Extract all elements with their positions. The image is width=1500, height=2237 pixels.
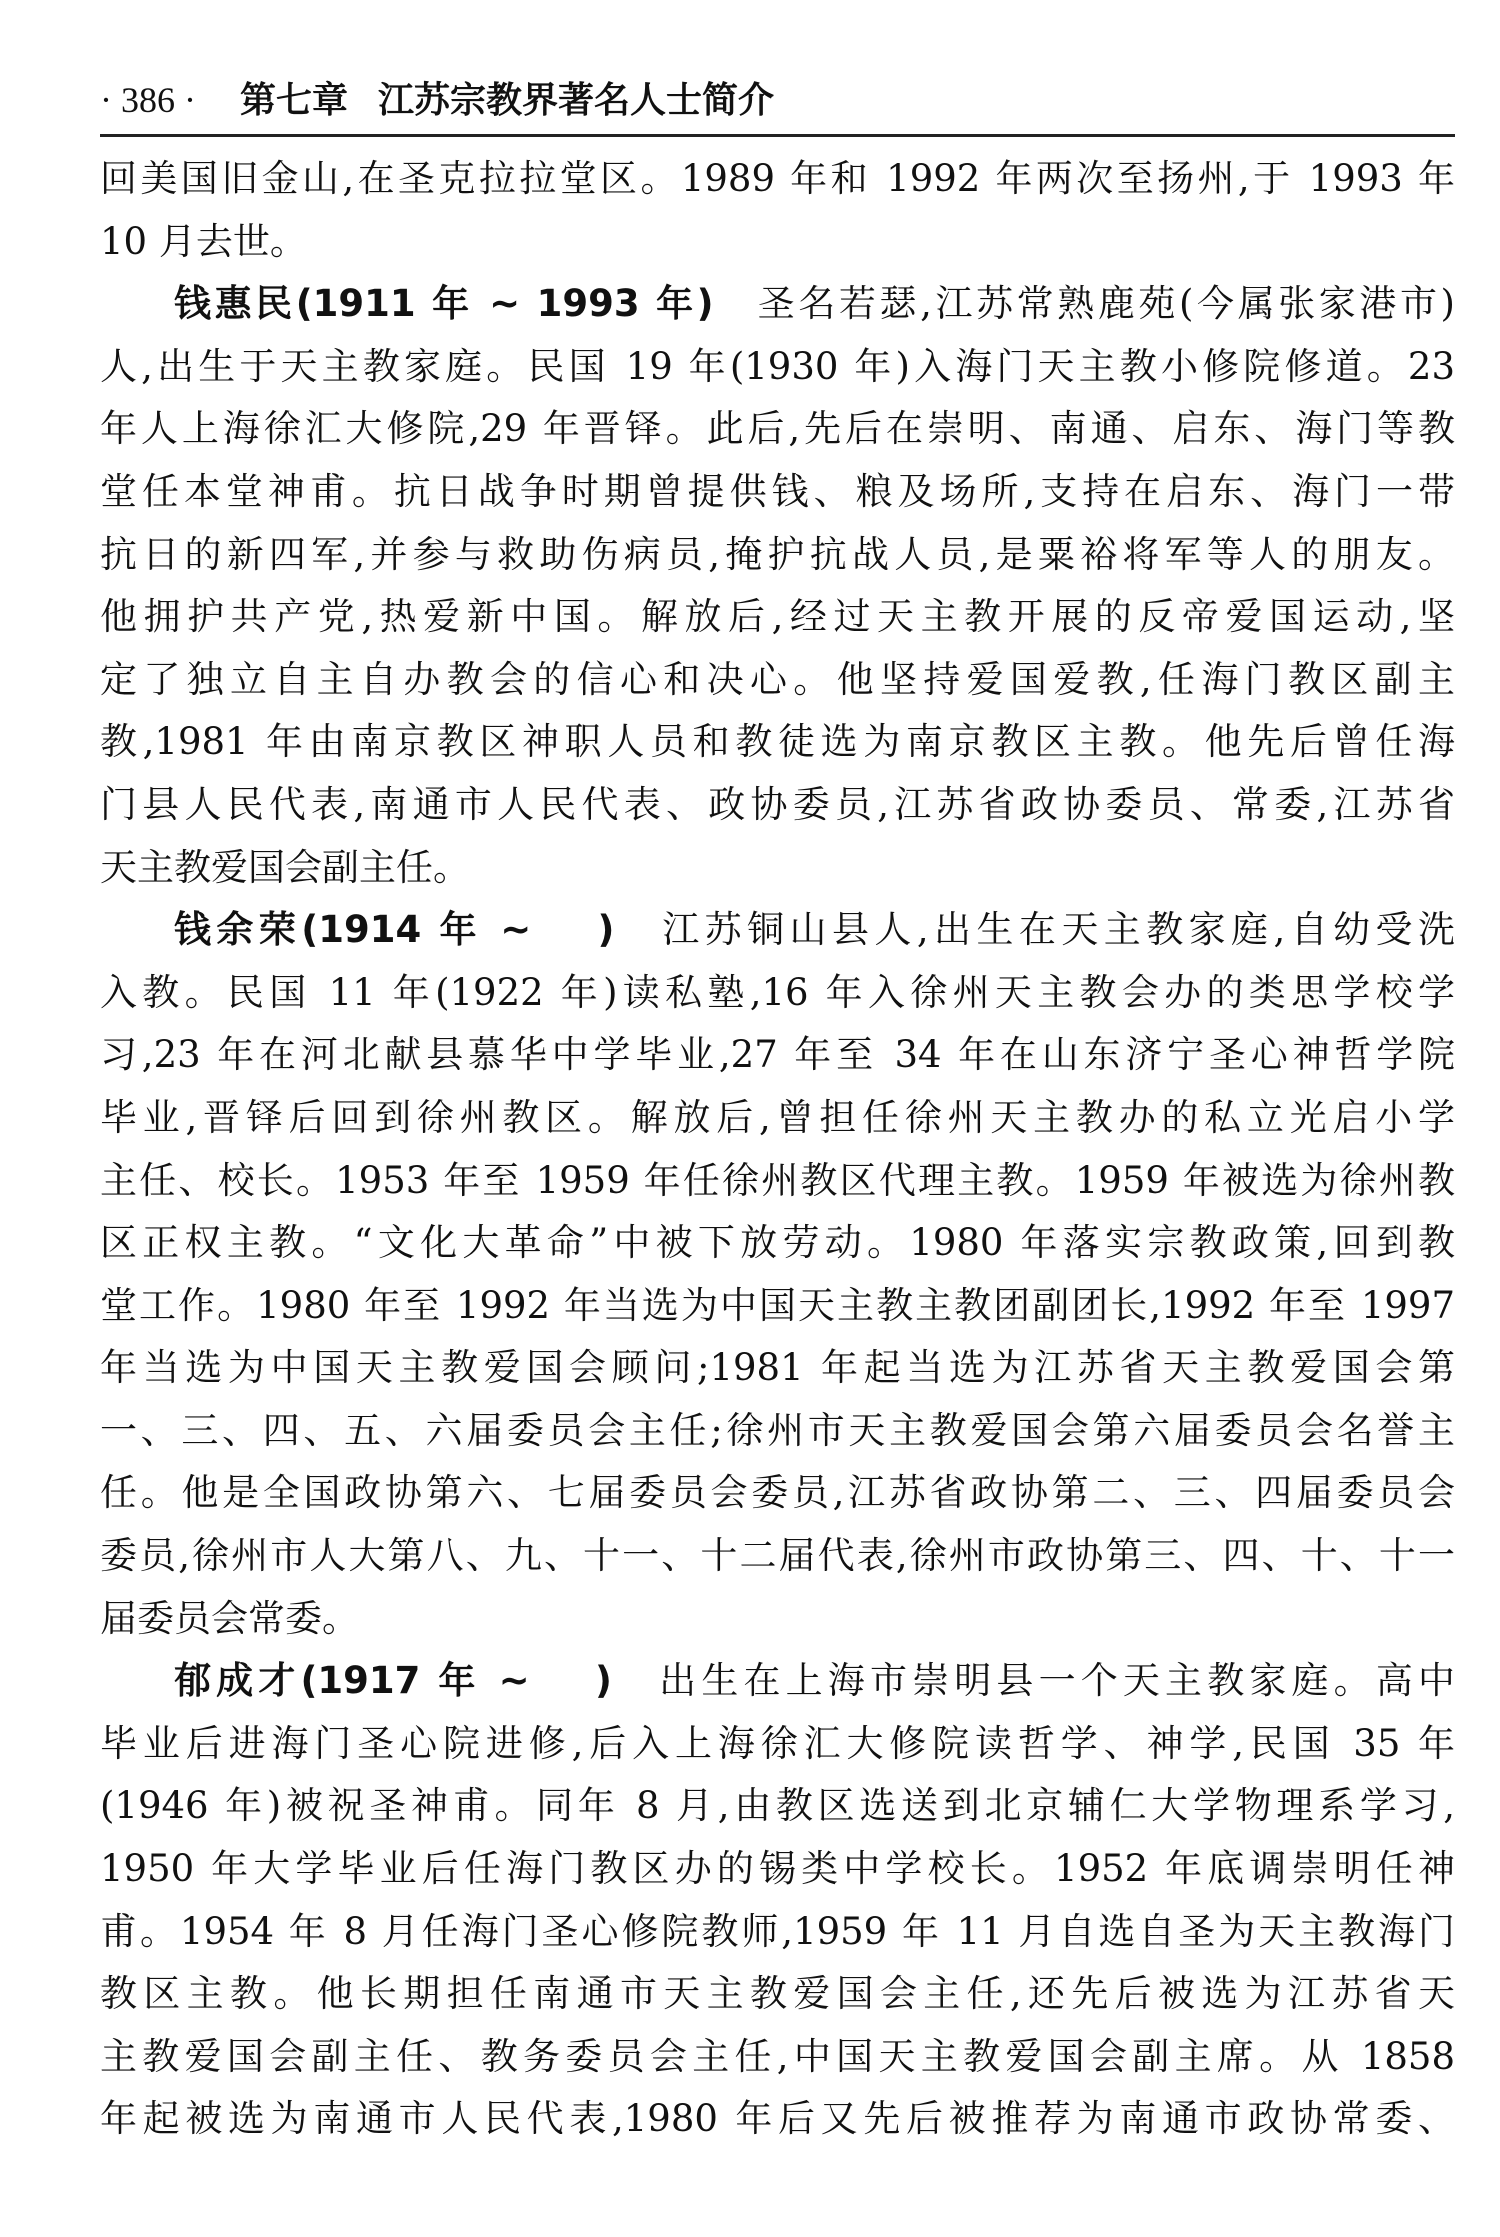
text-line: 委员,徐州市人大第八、九、十一、十二届代表,徐州市政协第三、四、十、十一 [100, 1534, 1455, 1578]
text-line: 任。他是全国政协第六、七届委员会委员,江苏省政协第二、三、四届委员会 [100, 1471, 1455, 1515]
text-line: 主任、校长。1953 年至 1959 年任徐州教区代理主教。1959 年被选为徐州教 [100, 1158, 1455, 1202]
text-line: 人,出生于天主教家庭。民国 19 年(1930 年)入海门天主教小修院修道。23 [100, 344, 1455, 388]
text-line: 定了独立自主自办教会的信心和决心。他坚持爱国爱教,任海门教区副主 [100, 657, 1455, 701]
text-line: 抗日的新四军,并参与救助伤病员,掩护抗战人员,是粟裕将军等人的朋友。 [100, 532, 1455, 576]
chapter-label: 第七章 [239, 80, 348, 121]
text-line: 堂任本堂神甫。抗日战争时期曾提供钱、粮及场所,支持在启东、海门一带 [100, 469, 1455, 513]
text-line: 回美国旧金山,在圣克拉拉堂区。1989 年和 1992 年两次至扬州,于 1993 年 [100, 157, 1455, 200]
chapter-title: 江苏宗教界著名人士简介 [378, 80, 775, 121]
text-line: 年起被选为南通市人民代表,1980 年后又先后被推荐为南通市政协常委、 [100, 2097, 1455, 2141]
text-line: 他拥护共产党,热爱新中国。解放后,经过天主教开展的反帝爱国运动,坚 [100, 595, 1455, 639]
text-line: 主教爱国会副主任、教务委员会主任,中国天主教爱国会副主席。从 1858 [100, 2034, 1455, 2078]
text-line: (1946 年)被祝圣神甫。同年 8 月,由教区选送到北京辅仁大学物理系学习, [100, 1784, 1455, 1828]
text-line: 年人上海徐汇大修院,29 年晋铎。此后,先后在崇明、南通、启东、海门等教 [100, 407, 1455, 451]
text-line: 一、三、四、五、六届委员会主任;徐州市天主教爱国会第六届委员会名誉主 [100, 1408, 1455, 1452]
entry-heading-line: 郁成才(1917 年 ~ ) 出生在上海市崇明县一个天主教家庭。高中 [174, 1659, 1455, 1703]
text-line: 堂工作。1980 年至 1992 年当选为中国天主教主教团副团长,1992 年至 1997 [100, 1283, 1455, 1327]
text-line: 习,23 年在河北献县慕华中学毕业,27 年至 34 年在山东济宁圣心神哲学院 [100, 1033, 1455, 1077]
header-rule [100, 134, 1455, 137]
person-name: 钱惠民(1911 年 ~ 1993 年) [174, 282, 714, 326]
text-line: 天主教爱国会副主任。 [100, 845, 470, 889]
body-text [100, 148, 1455, 2151]
entry-heading-line: 钱余荣(1914 年 ~ ) 江苏铜山县人,出生在天主教家庭,自幼受洗 [174, 908, 1455, 952]
page-number: · 386 · [100, 80, 196, 120]
text-line: 10 月去世。 [100, 219, 307, 263]
text-line: 1950 年大学毕业后任海门教区办的锡类中学校长。1952 年底调崇明任神 [100, 1847, 1455, 1891]
text-line: 毕业后进海门圣心院进修,后入上海徐汇大修院读哲学、神学,民国 35 年 [100, 1721, 1455, 1765]
text-line: 教,1981 年由南京教区神职人员和教徒选为南京教区主教。他先后曾任海 [100, 720, 1455, 764]
text-line: 甫。1954 年 8 月任海门圣心修院教师,1959 年 11 月自选自圣为天主教海门 [100, 1909, 1455, 1953]
text-line: 毕业,晋铎后回到徐州教区。解放后,曾担任徐州天主教办的私立光启小学 [100, 1095, 1455, 1139]
person-name: 钱余荣(1914 年 ~ ) [174, 908, 615, 952]
running-header [100, 68, 1455, 132]
text-line: 区正权主教。“文化大革命”中被下放劳动。1980 年落实宗教政策,回到教 [100, 1221, 1455, 1265]
text-line: 门县人民代表,南通市人民代表、政协委员,江苏省政协委员、常委,江苏省 [100, 782, 1455, 826]
entry-heading-line: 钱惠民(1911 年 ~ 1993 年) 圣名若瑟,江苏常熟鹿苑(今属张家港市) [174, 282, 1455, 326]
text-line: 届委员会常委。 [100, 1596, 359, 1640]
person-name: 郁成才(1917 年 ~ ) [174, 1659, 612, 1703]
text-line: 年当选为中国天主教爱国会顾问;1981 年起当选为江苏省天主教爱国会第 [100, 1346, 1455, 1390]
text-line: 教区主教。他长期担任南通市天主教爱国会主任,还先后被选为江苏省天 [100, 1972, 1455, 2016]
text-line: 入教。民国 11 年(1922 年)读私塾,16 年入徐州天主教会办的类思学校学 [100, 970, 1455, 1014]
